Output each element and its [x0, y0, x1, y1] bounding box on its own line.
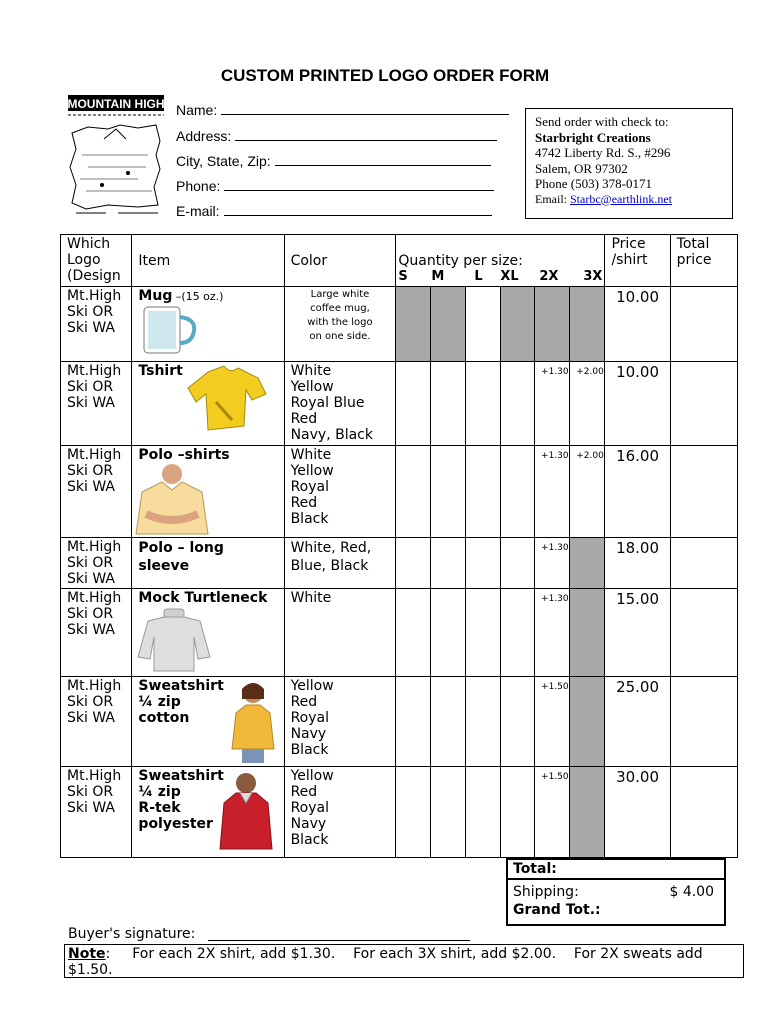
email-line: [224, 203, 492, 216]
mug-image: [138, 305, 198, 357]
total-cell[interactable]: [670, 446, 737, 538]
qty-l[interactable]: [465, 362, 500, 446]
send-intro: Send order with check to:: [535, 114, 669, 129]
color-header: Color: [284, 235, 396, 287]
shipping-label: Shipping:: [513, 884, 579, 900]
qty-s[interactable]: [396, 287, 430, 362]
qty-2x[interactable]: +1.30: [535, 362, 570, 446]
email-field[interactable]: [176, 203, 492, 219]
mountain-high-logo: [68, 95, 166, 220]
qty-2x[interactable]: +1.30: [535, 589, 570, 677]
turtleneck-image: [134, 607, 214, 675]
qty-l[interactable]: [465, 677, 500, 767]
company-street: 4742 Liberty Rd. S., #296: [535, 145, 671, 160]
qty-2x[interactable]: +1.30: [535, 538, 570, 589]
total-cell[interactable]: [670, 767, 737, 858]
table-row: [61, 287, 738, 362]
buyer-signature-label: Buyer's signature:: [68, 926, 196, 942]
price-cell: 30.00: [605, 767, 670, 858]
logo-cell: Mt.High Ski OR Ski WA: [61, 446, 132, 538]
name-line: [221, 102, 509, 115]
qty-l[interactable]: [465, 446, 500, 538]
qty-xl[interactable]: [500, 446, 534, 538]
total-cell[interactable]: [670, 287, 737, 362]
total-label[interactable]: Total:: [506, 858, 726, 880]
quantity-label: Quantity per size:: [398, 253, 523, 269]
total-cell[interactable]: [670, 362, 737, 446]
note-text: For each 2X shirt, add $1.30. For each 3X shirt, add $2.00. For 2X sweats add: [132, 946, 703, 962]
qty-s[interactable]: [396, 677, 430, 767]
total-cell[interactable]: [670, 538, 737, 589]
address-field[interactable]: [176, 128, 497, 144]
qty-3x[interactable]: [570, 538, 605, 589]
item-name: Polo –shirts: [138, 447, 230, 463]
item-header: Item: [132, 235, 284, 287]
qty-s[interactable]: [396, 362, 430, 446]
qty-m[interactable]: [430, 538, 465, 589]
logo-cell: Mt.High Ski OR Ski WA: [61, 287, 132, 362]
logo-cell: Mt.High Ski OR Ski WA: [61, 677, 132, 767]
logo-cell: Mt.High Ski OR Ski WA: [61, 362, 132, 446]
qty-m[interactable]: [430, 446, 465, 538]
item-cell: Polo – long sleeve: [132, 538, 284, 589]
price-cell: 25.00: [605, 677, 670, 767]
logo-cell: Mt.High Ski OR Ski WA: [61, 538, 132, 589]
note-continuation: $1.50.: [68, 962, 113, 978]
table-row: [61, 589, 738, 677]
size-xl: XL: [500, 269, 519, 284]
email-link[interactable]: Starbc@earthlink.net: [570, 191, 673, 206]
price-cell: 15.00: [605, 589, 670, 677]
qty-m[interactable]: [430, 589, 465, 677]
email-label: E-mail:: [176, 203, 220, 219]
price-cell: 16.00: [605, 446, 670, 538]
total-header: Total price: [670, 235, 737, 287]
qty-l[interactable]: [465, 767, 500, 858]
price-header: Price /shirt: [605, 235, 670, 287]
qty-2x[interactable]: +1.50: [535, 767, 570, 858]
table-row: [61, 538, 738, 589]
qty-xl[interactable]: [500, 589, 534, 677]
sweatshirt-cotton-image: [230, 679, 276, 765]
logo-cell: Mt.High Ski OR Ski WA: [61, 767, 132, 858]
item-cell: [132, 287, 284, 362]
price-cell: 18.00: [605, 538, 670, 589]
item-cell: Sweatshirt ¼ zip cotton: [132, 677, 284, 767]
item-cell: [132, 589, 284, 677]
qty-s[interactable]: [396, 538, 430, 589]
qty-3x[interactable]: +2.00: [570, 446, 605, 538]
city-line: [275, 153, 491, 166]
note-box: Note: For each 2X shirt, add $1.30. For each 3X shirt, add $2.00. For 2X sweats add $1.50.: [64, 944, 744, 978]
color-cell: Large white coffee mug, with the logo on one side.: [284, 287, 396, 362]
item-name: Mug: [138, 288, 173, 304]
table-row: [61, 446, 738, 538]
size-l: L: [474, 269, 483, 284]
qty-xl[interactable]: [500, 362, 534, 446]
qty-s[interactable]: [396, 446, 430, 538]
qty-3x[interactable]: +2.00: [570, 362, 605, 446]
color-cell: White Yellow Royal Blue Red Navy, Black: [284, 362, 396, 446]
sweatshirt-rtek-image: [218, 769, 274, 855]
size-s: S: [398, 269, 408, 284]
item-note: –(15 oz.): [172, 290, 224, 303]
table-row: [61, 362, 738, 446]
form-title: CUSTOM PRINTED LOGO ORDER FORM: [220, 66, 550, 85]
table-row: [61, 677, 738, 767]
color-cell: Yellow Red Royal Navy Black: [284, 767, 396, 858]
size-2x: 2X: [539, 269, 559, 284]
item-name: Tshirt: [138, 363, 183, 379]
logo-header: Which Logo (Design: [61, 235, 132, 287]
size-labels: [396, 269, 604, 285]
total-cell[interactable]: [670, 677, 737, 767]
address-label: Address:: [176, 128, 232, 144]
company-city: Salem, OR 97302: [535, 160, 628, 176]
phone-line: [224, 178, 494, 191]
qty-3x[interactable]: [570, 677, 605, 767]
polo-image: [132, 464, 212, 536]
qty-s[interactable]: [396, 589, 430, 677]
city-label: City, State, Zip:: [176, 153, 271, 169]
company-name: Starbright Creations: [535, 129, 651, 145]
tshirt-image: [186, 364, 268, 434]
totals-box: [506, 858, 726, 926]
qty-xl[interactable]: [500, 677, 534, 767]
name-label: Name:: [176, 102, 218, 118]
qty-2x[interactable]: +1.30: [535, 446, 570, 538]
city-field[interactable]: [176, 153, 491, 169]
phone-label: Phone:: [176, 178, 221, 194]
qty-m[interactable]: [430, 677, 465, 767]
price-cell: 10.00: [605, 362, 670, 446]
note-label: Note: [68, 946, 106, 962]
phone-field[interactable]: [176, 178, 494, 194]
item-name: Mock Turtleneck: [138, 590, 268, 606]
item-cell: [132, 362, 284, 446]
table-row: [61, 767, 738, 858]
quantity-header: [396, 235, 605, 287]
color-cell: Yellow Red Royal Navy Black: [284, 677, 396, 767]
qty-2x[interactable]: [535, 287, 570, 362]
qty-m[interactable]: [430, 287, 465, 362]
color-cell: White: [284, 589, 396, 677]
logo-cell: Mt.High Ski OR Ski WA: [61, 589, 132, 677]
item-cell: Sweatshirt ¼ zip R-tek polyester: [132, 767, 284, 858]
qty-l[interactable]: [465, 589, 500, 677]
qty-m[interactable]: [430, 362, 465, 446]
qty-3x[interactable]: [570, 287, 605, 362]
qty-s[interactable]: [396, 767, 430, 858]
color-cell: White Yellow Royal Red Black: [284, 446, 396, 538]
svg-text:MOUNTAIN HIGH: MOUNTAIN HIGH: [68, 97, 165, 111]
price-cell: 10.00: [605, 287, 670, 362]
email-prefix: Email:: [535, 191, 567, 206]
send-order-box: [525, 108, 733, 219]
grand-total-label[interactable]: Grand Tot.:: [513, 902, 601, 918]
qty-3x[interactable]: [570, 767, 605, 858]
address-line: [235, 128, 497, 141]
company-email-row: [535, 192, 723, 208]
header-row: [61, 235, 738, 287]
qty-xl[interactable]: [500, 538, 534, 589]
item-cell: [132, 446, 284, 538]
qty-m[interactable]: [430, 767, 465, 858]
qty-l[interactable]: [465, 287, 500, 362]
order-table: [60, 234, 738, 858]
size-3x: 3X: [583, 269, 603, 284]
shipping-value: $ 4.00: [669, 884, 714, 900]
qty-2x[interactable]: +1.50: [535, 677, 570, 767]
qty-xl[interactable]: [500, 767, 534, 858]
qty-3x[interactable]: [570, 589, 605, 677]
qty-xl[interactable]: [500, 287, 534, 362]
color-cell: White, Red, Blue, Black: [284, 538, 396, 589]
total-cell[interactable]: [670, 589, 737, 677]
signature-line[interactable]: [208, 940, 470, 941]
size-m: M: [431, 269, 445, 284]
qty-l[interactable]: [465, 538, 500, 589]
company-phone: Phone (503) 378-0171: [535, 176, 652, 191]
shipping-grand-box: [506, 880, 726, 926]
name-field[interactable]: [176, 102, 509, 118]
